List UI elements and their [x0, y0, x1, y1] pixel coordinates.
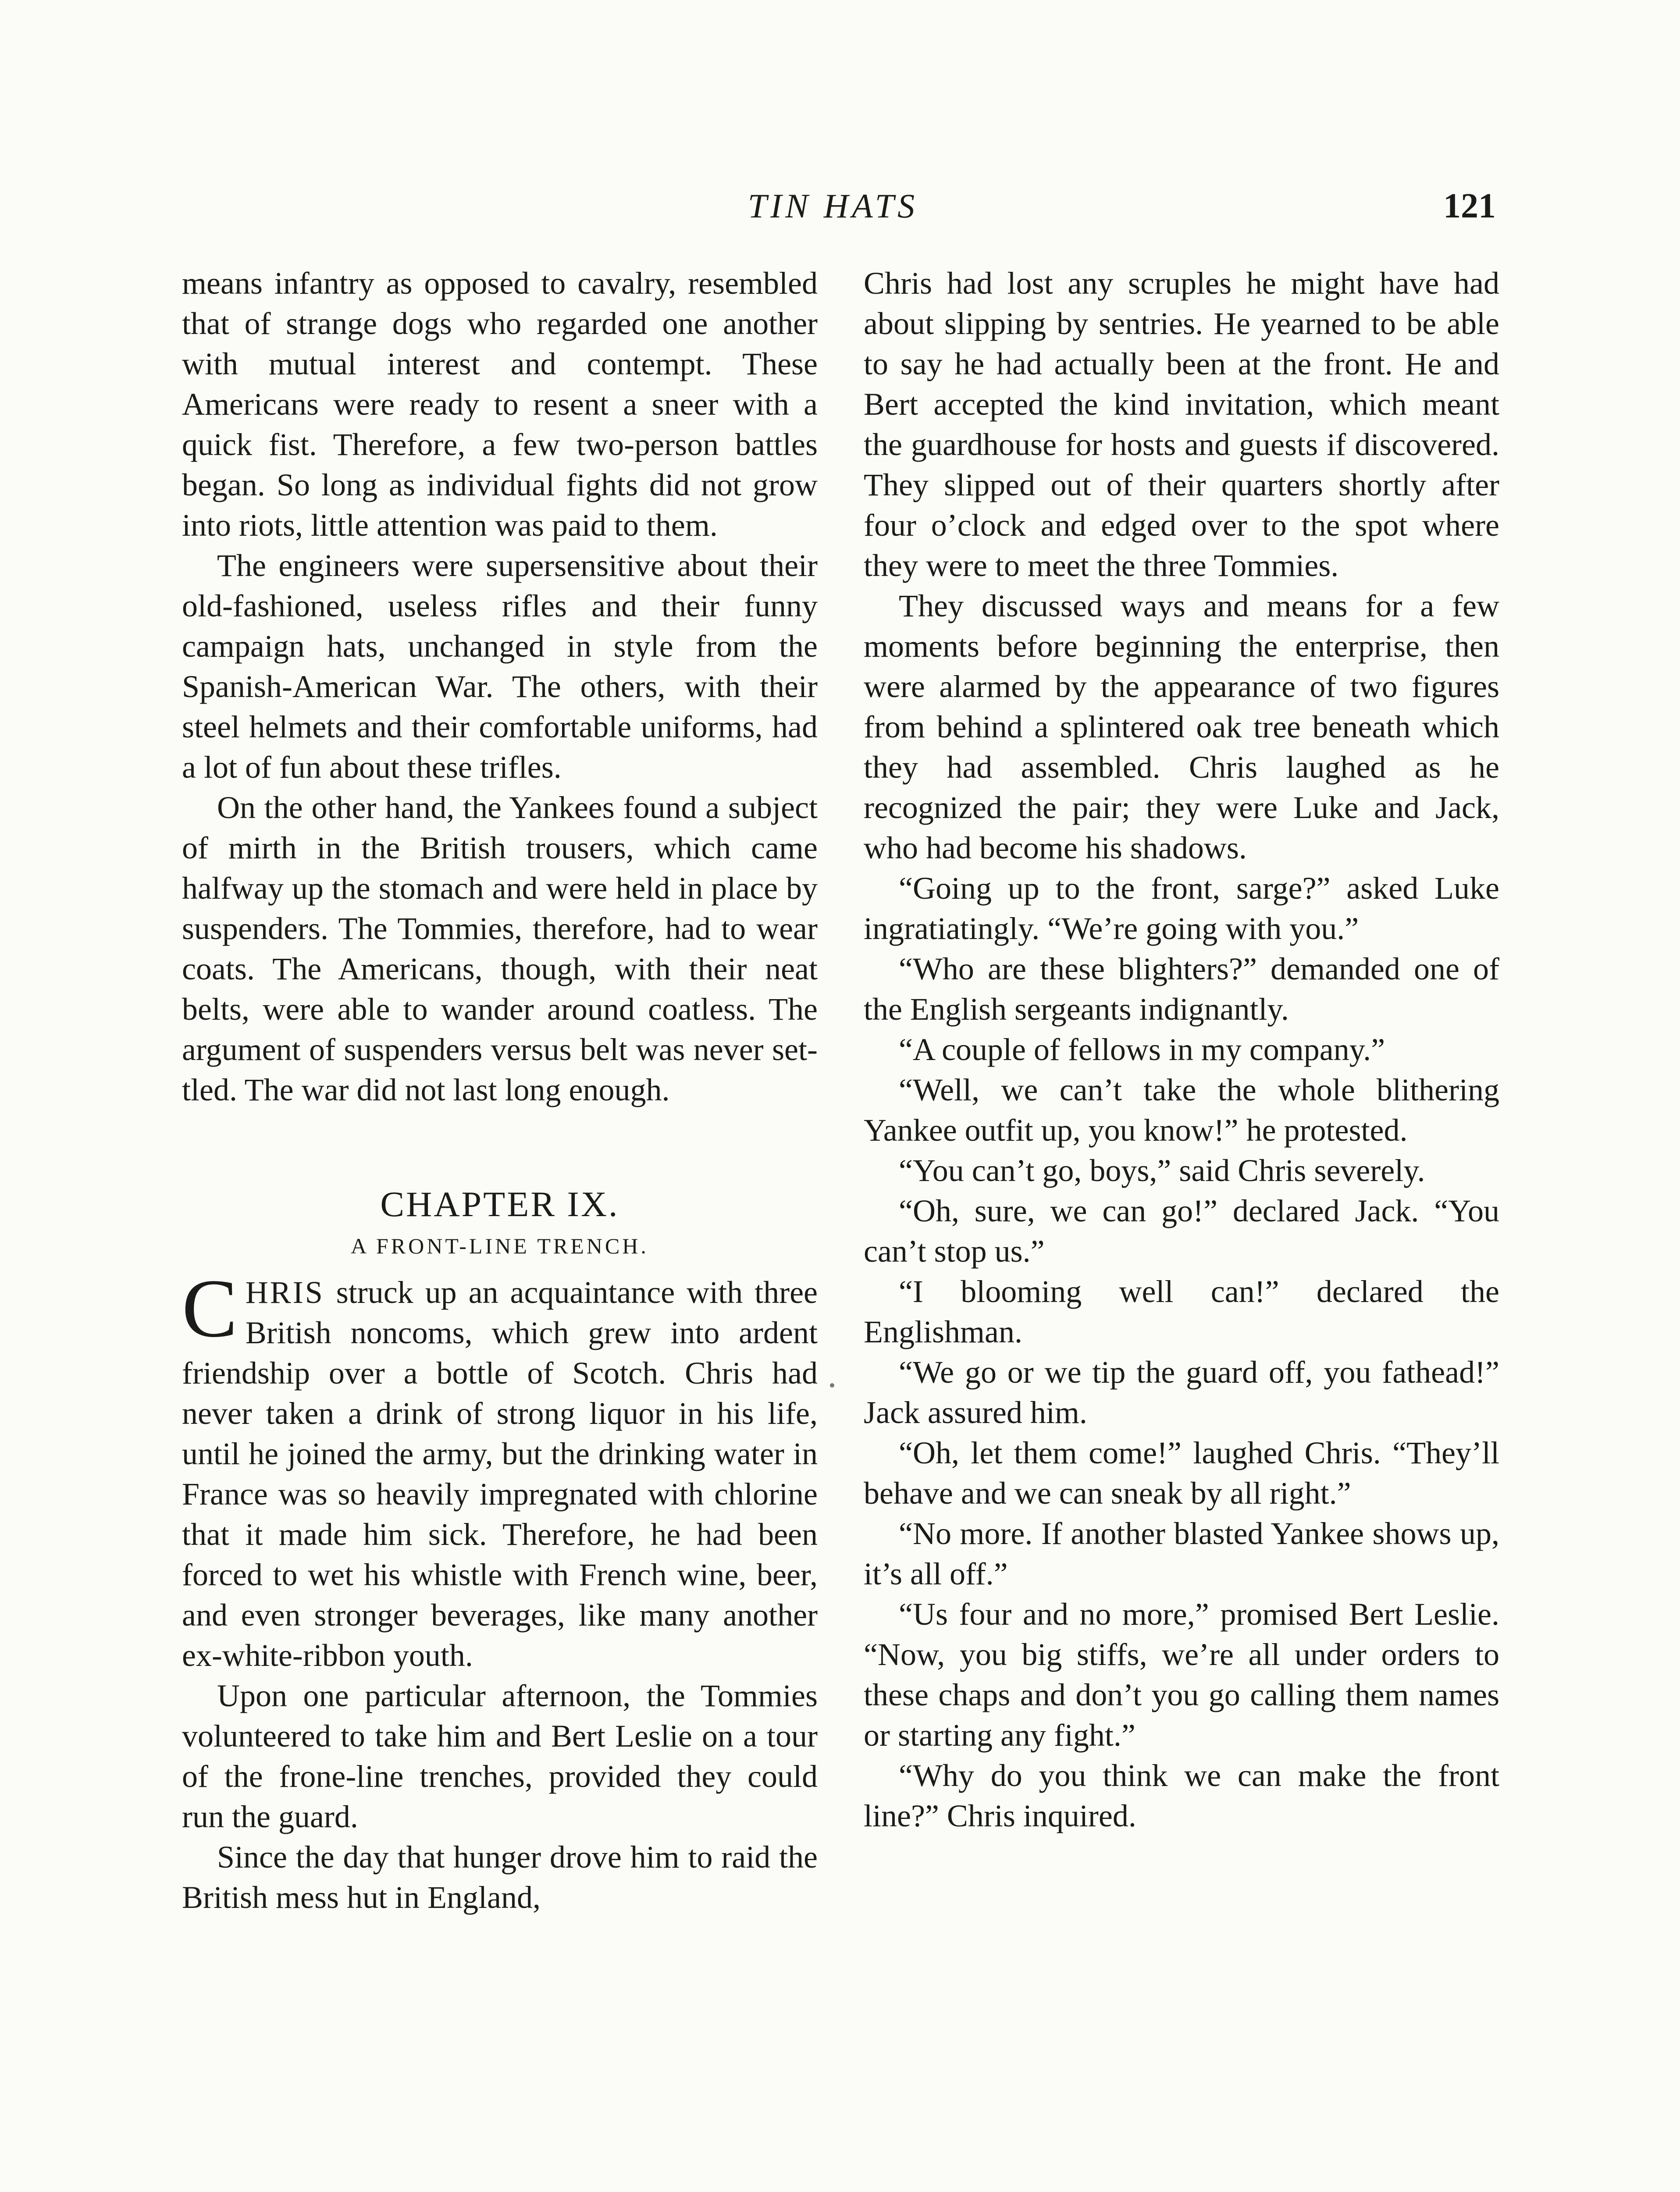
paragraph: Since the day that hunger drove him to raid the British mess hut in England, [182, 1840, 818, 1915]
paragraph: “Why do you think we can make the front line?” Chris inquired. [864, 1758, 1499, 1833]
chapter-heading: CHAPTER IX. [380, 1184, 619, 1224]
paragraph: “Oh, let them come!” laughed Chris. “They’ll behave and we can sneak by all right.” [864, 1435, 1499, 1511]
chapter-subtitle: A FRONT-LINE TRENCH. [351, 1234, 649, 1258]
right-column [864, 263, 1499, 1836]
paragraph: “A couple of fellows in my company.” [899, 1032, 1385, 1067]
running-title: TIN HATS [747, 187, 918, 225]
paragraph: They discussed ways and means for a few moments before beginning the enterprise, then were alarmed by the appearance of two figures from behind a splintered oak tree beneath which they had assembled. Chris laughed as he recognized the pair; they were Luke and Jack, who had become his shadows. [864, 588, 1499, 865]
opening-small-caps: HRIS [245, 1275, 324, 1310]
paragraph: On the other hand, the Yankees found a subject of mirth in the British trousers, which came halfway up the stomach and were held in place by suspenders. The Tommies, therefore, had to wear coats. The Americans, though, with their neat belts, were able to wander around coatless. The argument of suspenders versus belt was never settled. The war did not last long enough. [182, 790, 818, 1107]
paragraph: The engineers were supersensitive about their old-fashioned, useless rifles and their funny campaign hats, unchanged in style from the Spanish-American War. The others, with their steel helmets and their comfortable uniforms, had a lot of fun about these trifles. [182, 548, 818, 785]
paragraph: Chris had lost any scruples he might have had about slipping by sentries. He yearned to be able to say he had actually been at the front. He and Bert accepted the kind invitation, which meant the guardhouse for hosts and guests if discovered. They slipped out of their quarters shortly after four o’clock and edged over to the spot where they were to meet the three Tommies. [864, 266, 1499, 583]
paragraph: “I blooming well can!” declared the Englishman. [864, 1274, 1499, 1349]
left-column [182, 263, 818, 1918]
paragraph: “Well, we can’t take the whole blithering Yankee outfit up, you know!” he protested. [864, 1072, 1499, 1148]
running-header [0, 186, 1680, 235]
paragraph: Upon one particular afternoon, the Tommies volunteered to take him and Bert Leslie on a tour of the frone-line trenches, provided they could run the guard. [182, 1678, 818, 1834]
page-number: 121 [1443, 187, 1496, 225]
chapter-opening-paragraph [182, 1263, 818, 1676]
drop-cap: C [182, 1263, 238, 1355]
paragraph: “Us four and no more,” promised Bert Leslie. “Now, you big stiffs, we’re all under orders to these chaps and don’t you go calling them names or starting any fight.” [864, 1597, 1499, 1753]
print-speck [830, 1383, 834, 1388]
paragraph: “Oh, sure, we can go!” declared Jack. “You can’t stop us.” [864, 1193, 1499, 1269]
paragraph: “No more. If another blasted Yankee shows up, it’s all off.” [864, 1516, 1499, 1591]
paragraph: “We go or we tip the guard off, you fathead!” Jack assured him. [864, 1355, 1499, 1430]
paragraph: means infantry as opposed to cavalry, resembled that of strange dogs who regarded one another with mutual interest and contempt. These Americans were ready to resent a sneer with a quick fist. Therefore, a few two-person battles began. So long as individual fights did not grow into riots, little attention was paid to them. [182, 266, 818, 543]
opening-text: struck up an acquaintance with three British noncoms, which grew into ardent friendship over a bottle of Scotch. Chris had never taken a drink of strong liquor in his life, until he joined the army, but the drinking water in France was so heavily impregnated with chlorine that it made him sick. Therefore, he had been forced to wet his whistle with French wine, beer, and even stronger beverages, like many another ex-white-ribbon youth. [182, 1275, 818, 1673]
paragraph: “Who are these blighters?” demanded one of the English sergeants indignantly. [864, 951, 1499, 1027]
paragraph: “You can’t go, boys,” said Chris severely. [899, 1153, 1425, 1188]
paragraph: “Going up to the front, sarge?” asked Luke ingratiatingly. “We’re going with you.” [864, 871, 1499, 946]
